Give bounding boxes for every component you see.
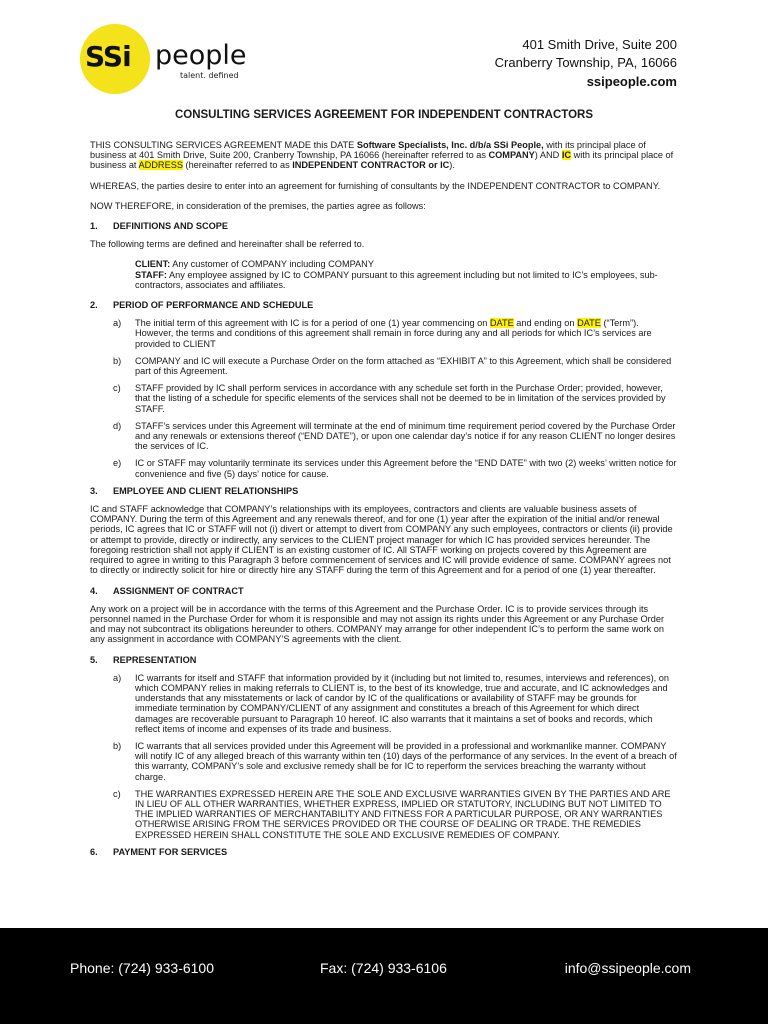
agreement-body [90, 108, 678, 865]
clause-2e: e) IC or STAFF may voluntarily terminate its services under this Agreement before the “END DATE” with two (2) weeks’ written notice for convenience and five (5) days’ notice for cause. [113, 458, 677, 479]
section-3-body: IC and STAFF acknowledge that COMPANY’s relationships with its employees, contractors and clients are valuable business assets of COMPANY. During the term of this Agreement and any renewals thereof, and for one (1) year after the expiration of the initial and/or renewal periods, IC agrees that IC or STAFF will not (i) divert or attempt to divert from COMPANY any such employees, contractors or clients (ii) provide or attempt to provide, directly or indirectly, any services to the CLIENT project manager for which IC has provided services hereunder. The foregoing restriction shall not apply if CLIENT is an existing customer of IC. All STAFF working on projects covered by this Agreement are required to agree in writing to this Paragraph 3 before commencement of services and IC will provide evidence of same. COMPANY agrees not to directly or indirectly solicit for hire or directly hire any STAFF during the term of this Agreement and for a period of one (1) year thereafter. [90, 504, 673, 576]
now-therefore-paragraph: NOW THEREFORE, in consideration of the premises, the parties agree as follows: [90, 200, 426, 211]
footer-email-link[interactable]: info@ssipeople.com [564, 960, 691, 976]
section-heading-4: 4. ASSIGNMENT OF CONTRACT [90, 585, 244, 596]
intro-paragraph: THIS CONSULTING SERVICES AGREEMENT MADE this DATE Software Specialists, Inc. d/b/a SSi People, with its principal place of business at 401 Smith Drive, Suite 200, Cranberry Township, PA 16066 (hereinafter referred to as COMPANY) AND IC with its principal place of business at ADDRESS (hereinafter referred to as INDEPENDENT CONTRACTOR or IC). [90, 140, 674, 171]
definitions-list [135, 259, 678, 290]
address-line-2: Cranberry Township, PA, 16066 [494, 55, 677, 70]
clause-5b: b) IC warrants that all services provided under this Agreement will be provided in a professional and workmanlike manner. COMPANY will notify IC of any alleged breach of this warranty within ten (10) days of the performance of any services. In the event of a breach of this warranty, COMPANY’s sole and exclusive remedy shall be for IC to reperform the services breaching the warranty without charge. [113, 740, 677, 782]
section-heading-6: 6. PAYMENT FOR SERVICES [90, 846, 228, 857]
clause-2a: a) The initial term of this agreement with IC is for a period of one (1) year commencing on DATE and ending on DATE (“Term”). However, the terms and conditions of this agreement shall remain in force during any and all periods for which IC’s services are provided to CLIENT [113, 318, 652, 349]
logo-people-text: people [155, 40, 247, 71]
logo-tagline: talent. defined [180, 71, 239, 80]
letterhead [0, 0, 768, 100]
address-line-1: 401 Smith Drive, Suite 200 [522, 37, 677, 52]
section-heading-1: 1. DEFINITIONS AND SCOPE [90, 221, 229, 232]
highlighted-end-date: DATE [577, 318, 601, 329]
definitions-lead: The following terms are defined and hereinafter shall be referred to. [90, 239, 365, 250]
footer-phone: Phone: (724) 933-6100 [70, 960, 214, 976]
clause-2b: b) COMPANY and IC will execute a Purchase Order on the form attached as “EXHIBIT A” to this Agreement, which shall be considered part of this Agreement. [113, 355, 672, 377]
highlighted-start-date: DATE [489, 318, 514, 329]
highlighted-ic: IC [561, 150, 572, 161]
section-heading-3: 3. EMPLOYEE AND CLIENT RELATIONSHIPS [90, 485, 299, 496]
logo-ssi-text: SSi [85, 40, 131, 73]
whereas-paragraph: WHEREAS, the parties desire to enter into an agreement for furnishing of consultants by the INDEPENDENT CONTRACTOR to COMPANY. [90, 180, 661, 191]
footer-fax: Fax: (724) 933-6106 [320, 960, 447, 976]
clause-5c: c) THE WARRANTIES EXPRESSED HEREIN ARE THE SOLE AND EXCLUSIVE WARRANTIES GIVEN BY THE PARTIES AND ARE IN LIEU OF ALL OTHER WARRANTIES, WHETHER EXPRESS, IMPLIED OR STATUTORY, INCLUDING BUT NOT LIMITED TO THE IMPLIED WARRANTIES OF MERCHANTABILITY AND FITNESS FOR A PARTICULAR PURPOSE, OR ANY WARRANTIES OTHERWISE ARISING FROM THE SERVICES PROVIDED OR THE COURSE OF DEALING OR TRADE. THE REMEDIES EXPRESSED HEREIN SHALL CONSTITUTE THE SOLE AND EXCLUSIVE REMEDIES OF COMPANY. [113, 788, 671, 840]
clause-5a: a) IC warrants for itself and STAFF that information provided by it (including but not limited to, resumes, interviews and references), on which COMPANY relies in making referrals to CLIENT is, to the best of its knowledge, true and accurate, and IC acknowledges and understands that any misstatements or lack of candor by IC of the qualifications or availability of STAFF may be grounds for immediate termination by COMPANY/CLIENT of any assignment and constitutes a breach of this Agreement for which direct damages are recoverable pursuant to Paragraph 10 hereof. IC also warrants that it maintains a set of books and records, which reflect items of income and expenses of its trade and business. [113, 672, 669, 734]
definition-client: CLIENT: Any customer of COMPANY including COMPANY [135, 259, 374, 270]
definition-staff: STAFF: Any employee assigned by IC to COMPANY pursuant to this agreement including but not limited to IC’s employees, sub-contractors, associates and affiliates. [135, 269, 658, 290]
section-heading-2: 2. PERIOD OF PERFORMANCE AND SCHEDULE [90, 300, 314, 311]
clause-2d: d) STAFF’s services under this Agreement will terminate at the end of minimum time requirement period covered by the Purchase Order and any renewals or extensions thereof (“END DATE”), or upon one calendar day’s notice if for any reason CLIENT no longer desires the services of IC. [113, 420, 676, 452]
footer-bar [0, 928, 768, 1024]
website-link[interactable]: ssipeople.com [586, 74, 677, 89]
clause-2c: c) STAFF provided by IC shall perform services in accordance with any schedule set forth in the Purchase Order; provided, however, that the listing of a schedule for specific elements of the services shall not be deemed to be in limitation of the services provided by STAFF. [113, 383, 666, 414]
highlighted-address: ADDRESS [138, 160, 183, 171]
document-title: CONSULTING SERVICES AGREEMENT FOR INDEPENDENT CONTRACTORS [174, 109, 594, 121]
section-4-body: Any work on a project will be in accordance with the terms of this Agreement and the Purchase Order. IC is to provide services through its personnel named in the Purchase Order for whom it is responsible and may not assign its rights under this Agreement or any Purchase Order and may not subcontract its obligations hereunder to others. COMPANY may arrange for other independent IC’s to perform the same work on any assignment in accordance with COMPANY’S agreements with the client. [90, 603, 665, 645]
section-heading-5: 5. REPRESENTATION [90, 654, 197, 665]
